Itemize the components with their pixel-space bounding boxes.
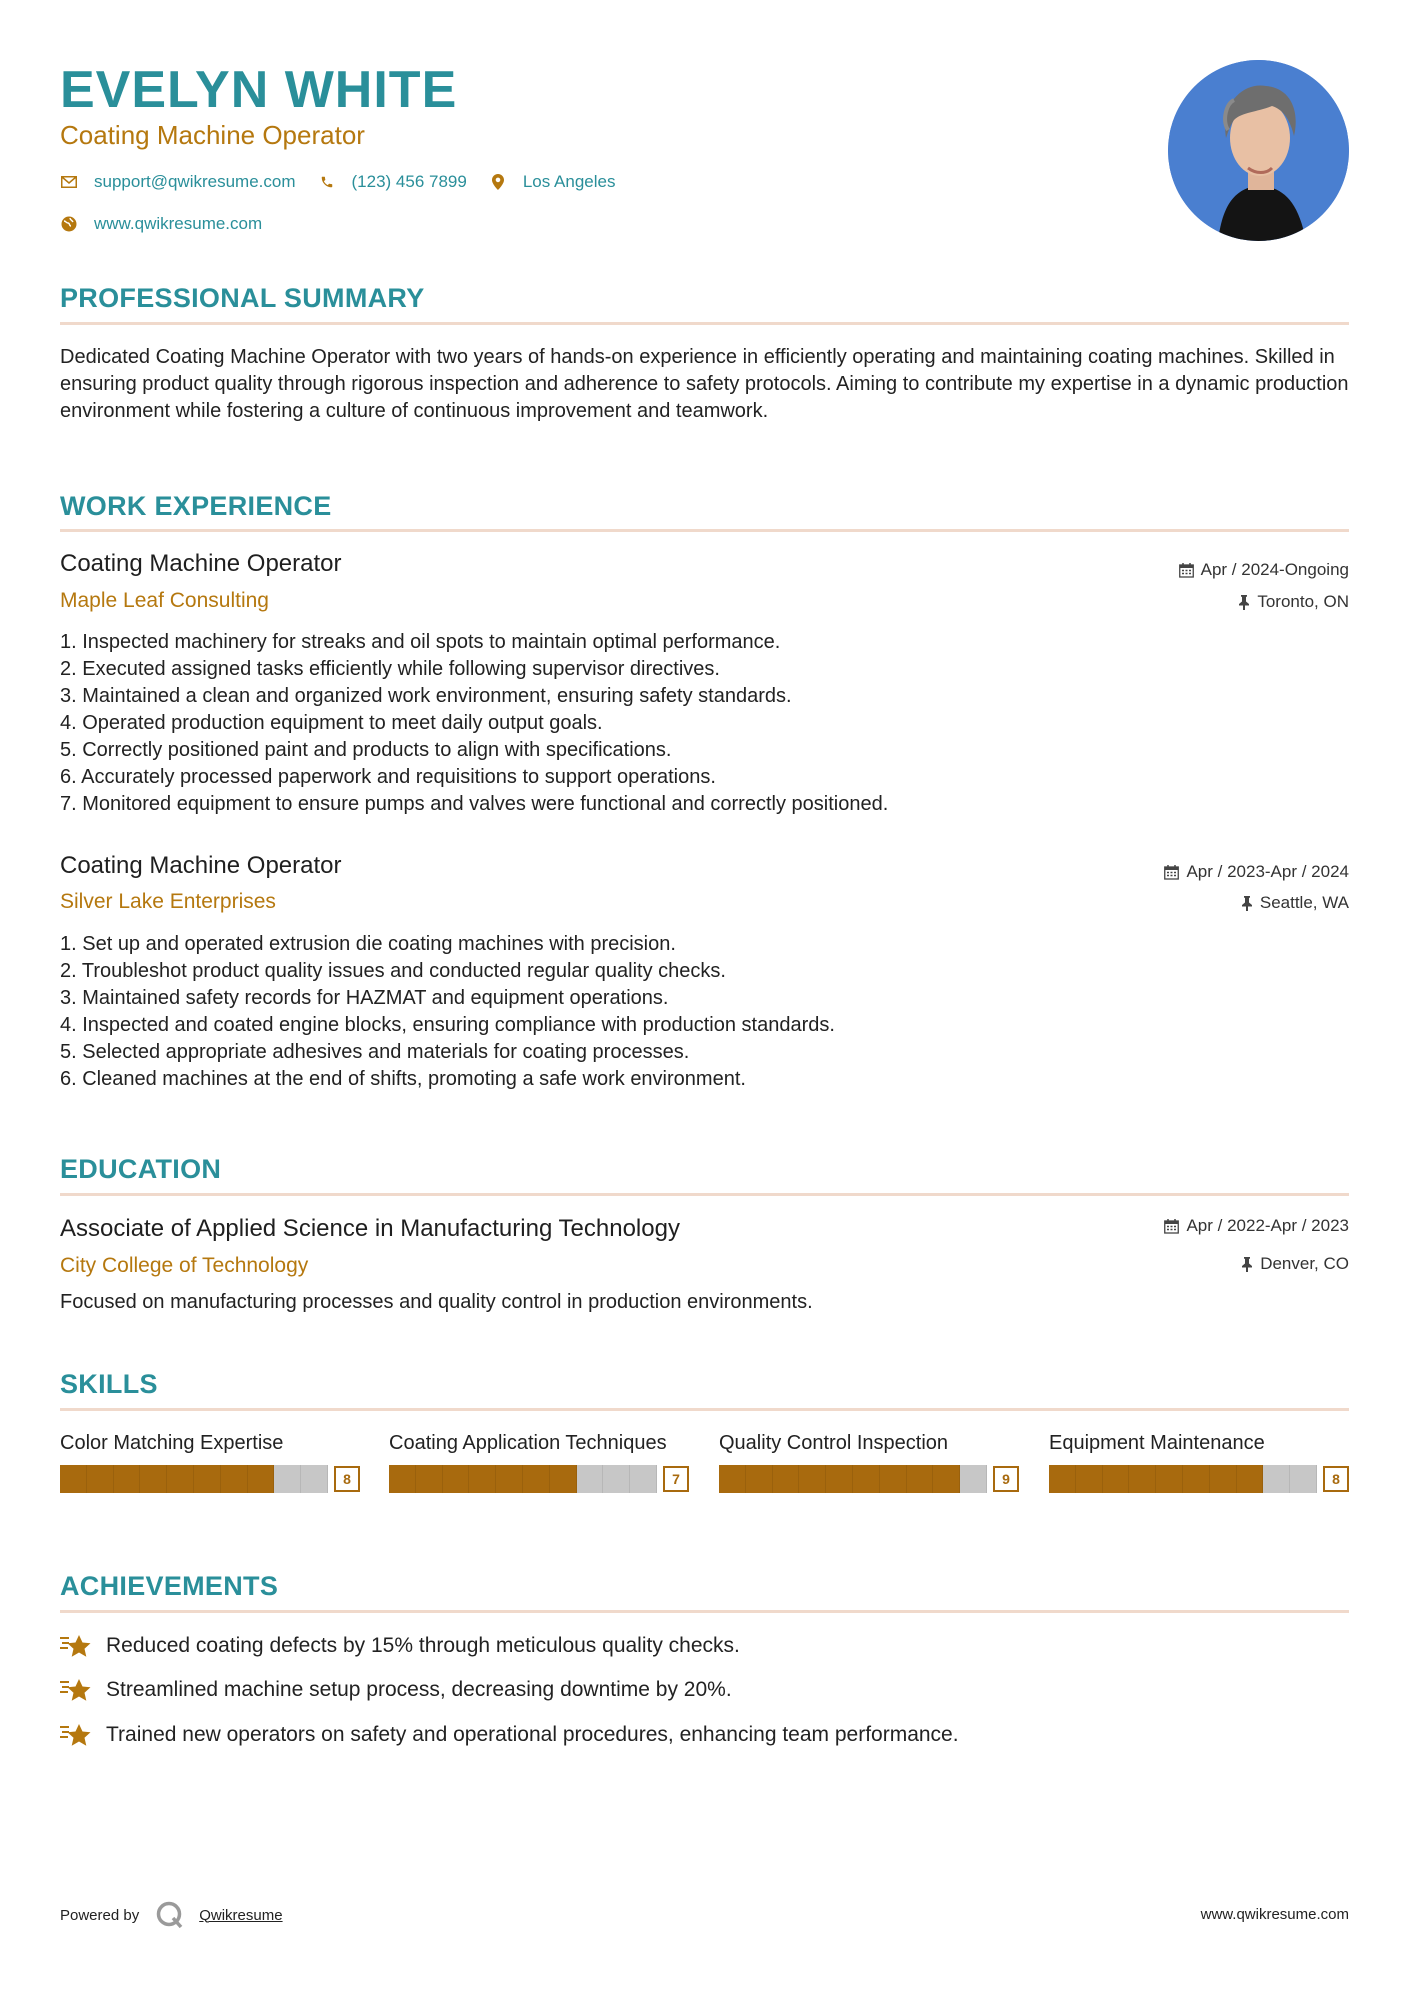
job-bullets bbox=[60, 931, 835, 1093]
list-item: 4. Operated production equipment to meet daily output goals. bbox=[60, 712, 603, 734]
website-text: www.qwikresume.com bbox=[94, 214, 263, 233]
contact-website[interactable] bbox=[60, 214, 262, 234]
skill-segment-filled bbox=[248, 1465, 275, 1493]
skill-score: 9 bbox=[993, 1466, 1019, 1492]
job-date-text: Apr / 2023-Apr / 2024 bbox=[1186, 862, 1349, 881]
skill-segment-empty bbox=[274, 1465, 301, 1493]
skill-segment-empty bbox=[960, 1465, 987, 1493]
pushpin-icon bbox=[1238, 595, 1250, 610]
skill-segment-filled bbox=[933, 1465, 960, 1493]
skill-rating-bar bbox=[60, 1465, 360, 1493]
skill-segment-filled bbox=[194, 1465, 221, 1493]
list-item: 1. Set up and operated extrusion die coating machines with precision. bbox=[60, 933, 676, 955]
job-company: Silver Lake Enterprises bbox=[60, 890, 276, 913]
job-location-text: Toronto, ON bbox=[1257, 592, 1349, 611]
footer-website[interactable]: www.qwikresume.com bbox=[1200, 1906, 1349, 1923]
skill-item bbox=[60, 1430, 360, 1493]
skill-segments bbox=[60, 1465, 328, 1493]
brand-link[interactable]: Qwikresume bbox=[199, 1906, 283, 1924]
skill-segment-filled bbox=[1156, 1465, 1183, 1493]
portrait-illustration bbox=[1168, 60, 1349, 241]
skill-score: 8 bbox=[334, 1466, 360, 1492]
pushpin-icon bbox=[1241, 1257, 1253, 1272]
skill-segment-filled bbox=[773, 1465, 800, 1493]
phone-icon bbox=[318, 173, 336, 191]
skill-segment-filled bbox=[1076, 1465, 1103, 1493]
skill-segment-empty bbox=[630, 1465, 657, 1493]
qwikresume-logo-icon bbox=[155, 1900, 185, 1930]
skill-segments bbox=[719, 1465, 987, 1493]
skill-segment-filled bbox=[523, 1465, 550, 1493]
skill-segment-filled bbox=[853, 1465, 880, 1493]
list-item: 1. Inspected machinery for streaks and oil spots to maintain optimal performance. bbox=[60, 631, 781, 653]
education-heading: EDUCATION bbox=[60, 1154, 222, 1184]
summary-heading: PROFESSIONAL SUMMARY bbox=[60, 283, 425, 313]
profile-photo bbox=[1168, 60, 1349, 241]
skill-segment-empty bbox=[301, 1465, 328, 1493]
star-badge-icon bbox=[60, 1632, 92, 1660]
contact-row bbox=[60, 172, 637, 192]
list-item: 4. Inspected and coated engine blocks, ensuring compliance with production standards. bbox=[60, 1014, 835, 1036]
contact-row-website bbox=[60, 214, 284, 234]
star-badge-icon bbox=[60, 1721, 92, 1749]
skill-item bbox=[1049, 1430, 1349, 1493]
skill-segment-filled bbox=[60, 1465, 87, 1493]
education-school: City College of Technology bbox=[60, 1254, 309, 1277]
skill-name: Color Matching Expertise bbox=[60, 1432, 284, 1454]
skill-segment-filled bbox=[443, 1465, 470, 1493]
contact-email[interactable] bbox=[60, 172, 296, 192]
achievement-text: Reduced coating defects by 15% through meticulous quality checks. bbox=[106, 1634, 740, 1657]
education-location-text: Denver, CO bbox=[1260, 1254, 1349, 1273]
job-bullets bbox=[60, 629, 888, 818]
envelope-icon bbox=[60, 173, 78, 191]
skill-segment-filled bbox=[87, 1465, 114, 1493]
skill-rating-bar bbox=[1049, 1465, 1349, 1493]
footer-powered-by bbox=[60, 1900, 283, 1930]
list-item: 2. Troubleshot product quality issues and conducted regular quality checks. bbox=[60, 960, 726, 982]
skill-segment-filled bbox=[221, 1465, 248, 1493]
calendar-icon bbox=[1164, 865, 1179, 880]
skill-segment-filled bbox=[907, 1465, 934, 1493]
contact-phone[interactable] bbox=[318, 172, 467, 192]
achievement-text: Streamlined machine setup process, decreasing downtime by 20%. bbox=[106, 1678, 732, 1701]
skill-segment-filled bbox=[826, 1465, 853, 1493]
skill-segment-filled bbox=[746, 1465, 773, 1493]
skill-segment-empty bbox=[603, 1465, 630, 1493]
powered-by-text: Powered by bbox=[60, 1906, 140, 1924]
skill-rating-bar bbox=[719, 1465, 1019, 1493]
list-item: 3. Maintained a clean and organized work environment, ensuring safety standards. bbox=[60, 685, 792, 707]
education-degree: Associate of Applied Science in Manufacturing Technology bbox=[60, 1215, 680, 1242]
skill-name: Coating Application Techniques bbox=[389, 1432, 667, 1454]
skill-segment-filled bbox=[496, 1465, 523, 1493]
achievement-item bbox=[60, 1676, 732, 1704]
education-date bbox=[1164, 1215, 1349, 1237]
skill-segment-empty bbox=[577, 1465, 604, 1493]
achievement-text: Trained new operators on safety and operational procedures, enhancing team performance. bbox=[106, 1723, 959, 1746]
summary-text: Dedicated Coating Machine Operator with two years of hands-on experience in efficiently operating and maintaining coating machines. Skilled in ensuring product quality through rigorous inspection and adherence to safety protocols. Aiming to contribute my expertise in a dynamic production environment while fostering a culture of continuous improvement and teamwork. bbox=[60, 346, 1349, 422]
job-date bbox=[1179, 559, 1349, 581]
location-text: Los Angeles bbox=[522, 172, 616, 191]
skill-segment-filled bbox=[389, 1465, 416, 1493]
education-description: Focused on manufacturing processes and quality control in production environments. bbox=[60, 1291, 813, 1313]
list-item: 5. Correctly positioned paint and products to align with specifications. bbox=[60, 739, 672, 761]
list-item: 6. Cleaned machines at the end of shifts, promoting a safe work environment. bbox=[60, 1068, 746, 1090]
skill-segment-filled bbox=[114, 1465, 141, 1493]
skill-segment-filled bbox=[1210, 1465, 1237, 1493]
list-item: 2. Executed assigned tasks efficiently while following supervisor directives. bbox=[60, 658, 720, 680]
contact-location bbox=[489, 172, 616, 192]
list-item: 6. Accurately processed paperwork and requisitions to support operations. bbox=[60, 766, 716, 788]
email-text: support@qwikresume.com bbox=[94, 172, 296, 191]
globe-icon bbox=[60, 215, 78, 233]
achievement-item bbox=[60, 1721, 959, 1749]
skill-name: Equipment Maintenance bbox=[1049, 1432, 1265, 1454]
skill-name: Quality Control Inspection bbox=[719, 1432, 949, 1454]
experience-heading: WORK EXPERIENCE bbox=[60, 491, 332, 521]
skill-segment-filled bbox=[719, 1465, 746, 1493]
education-location bbox=[1241, 1253, 1349, 1275]
skills-divider bbox=[60, 1408, 1349, 1411]
list-item: 3. Maintained safety records for HAZMAT and equipment operations. bbox=[60, 987, 669, 1009]
job-location-text: Seattle, WA bbox=[1259, 893, 1349, 912]
job-company: Maple Leaf Consulting bbox=[60, 589, 269, 612]
skill-segment-empty bbox=[1290, 1465, 1317, 1493]
skill-segment-filled bbox=[1129, 1465, 1156, 1493]
list-item: 5. Selected appropriate adhesives and materials for coating processes. bbox=[60, 1041, 690, 1063]
skill-segment-filled bbox=[799, 1465, 826, 1493]
skills-heading: SKILLS bbox=[60, 1369, 158, 1399]
skill-item bbox=[719, 1430, 1019, 1493]
candidate-role: Coating Machine Operator bbox=[60, 120, 365, 150]
skill-segment-filled bbox=[1049, 1465, 1076, 1493]
skill-segments bbox=[1049, 1465, 1317, 1493]
candidate-name: EVELYN WHITE bbox=[60, 61, 458, 119]
job-date-text: Apr / 2024-Ongoing bbox=[1200, 560, 1349, 579]
list-item: 7. Monitored equipment to ensure pumps and valves were functional and correctly positioned. bbox=[60, 793, 889, 815]
skill-segment-filled bbox=[880, 1465, 907, 1493]
skill-segment-filled bbox=[167, 1465, 194, 1493]
job-date bbox=[1164, 861, 1349, 883]
calendar-icon bbox=[1164, 1219, 1179, 1234]
skill-segment-filled bbox=[550, 1465, 577, 1493]
map-pin-icon bbox=[489, 173, 507, 191]
achievements-divider bbox=[60, 1610, 1349, 1613]
experience-divider bbox=[60, 529, 1349, 532]
achievements-heading: ACHIEVEMENTS bbox=[60, 1571, 279, 1601]
star-badge-icon bbox=[60, 1676, 92, 1704]
skill-segment-filled bbox=[1237, 1465, 1264, 1493]
skill-segments bbox=[389, 1465, 657, 1493]
skill-item bbox=[389, 1430, 689, 1493]
skill-score: 8 bbox=[1323, 1466, 1349, 1492]
skill-segment-filled bbox=[1183, 1465, 1210, 1493]
calendar-icon bbox=[1179, 563, 1194, 578]
skill-segment-filled bbox=[469, 1465, 496, 1493]
skill-segment-filled bbox=[416, 1465, 443, 1493]
job-title: Coating Machine Operator bbox=[60, 550, 342, 577]
skill-segment-filled bbox=[1103, 1465, 1130, 1493]
job-title: Coating Machine Operator bbox=[60, 852, 342, 879]
pushpin-icon bbox=[1241, 896, 1253, 911]
skill-rating-bar bbox=[389, 1465, 689, 1493]
job-location bbox=[1238, 591, 1349, 613]
education-divider bbox=[60, 1193, 1349, 1196]
skill-score: 7 bbox=[663, 1466, 689, 1492]
achievement-item bbox=[60, 1632, 740, 1660]
summary-divider bbox=[60, 322, 1349, 325]
skill-segment-filled bbox=[140, 1465, 167, 1493]
job-location bbox=[1241, 892, 1349, 914]
education-date-text: Apr / 2022-Apr / 2023 bbox=[1186, 1216, 1349, 1235]
skill-segment-empty bbox=[1263, 1465, 1290, 1493]
phone-text: (123) 456 7899 bbox=[351, 172, 467, 191]
